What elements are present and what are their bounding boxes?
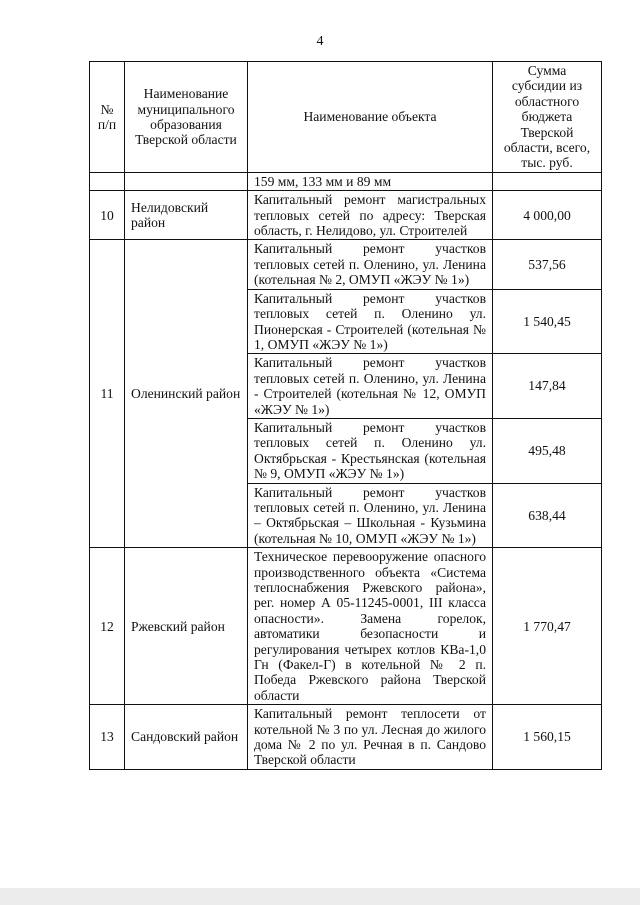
cell-sum: 1 770,47	[493, 548, 602, 705]
cell-num-empty	[90, 172, 125, 190]
table-header-row	[90, 62, 602, 173]
cell-object: Капитальный ремонт участков тепловых сетей п. Оленино, ул. Ленина – Октябрьская – Школьная - Кузьмина (котельная № 10, ОМУП «ЖЭУ № 1»)	[248, 483, 493, 548]
scan-bottom-edge	[0, 888, 640, 905]
header-num: № п/п	[90, 62, 125, 173]
cell-object: Капитальный ремонт участков тепловых сетей п. Оленино, ул. Ленина (котельная № 2, ОМУП «ЖЭУ № 1»)	[248, 240, 493, 289]
cell-sum: 638,44	[493, 483, 602, 548]
cell-object-continuation: 159 мм, 133 мм и 89 мм	[248, 172, 493, 190]
cell-object: Капитальный ремонт теплосети от котельной № 3 по ул. Лесная до жилого дома № 2 по ул. Речная в п. Сандово Тверской области	[248, 705, 493, 770]
header-object: Наименование объекта	[248, 62, 493, 173]
cell-sum: 537,56	[493, 240, 602, 289]
subsidy-table	[89, 61, 602, 770]
cell-municipality: Ржевский район	[125, 548, 248, 705]
header-sum: Сумма субсидии из областного бюджета Тверской области, всего, тыс. руб.	[493, 62, 602, 173]
cell-sum-empty	[493, 172, 602, 190]
cell-object: Капитальный ремонт магистральных тепловых сетей по адресу: Тверская область, г. Нелидово, ул. Строителей	[248, 191, 493, 240]
page-number: 4	[316, 34, 324, 49]
cell-num: 10	[90, 191, 125, 240]
header-municipality: Наименование муниципального образования Тверской области	[125, 62, 248, 173]
cell-num: 12	[90, 548, 125, 705]
cell-municipality: Нелидовский район	[125, 191, 248, 240]
table-row	[90, 548, 602, 705]
cell-object: Техническое перевооружение опасного производственного объекта «Система теплоснабжения Ржевского района», рег. номер А 05-11245-0001, III класса опасности». Замена горелок, автоматики безопасности и регулирования четырех котлов КВа-1,0 Гн (Факел-Г) в котельной № 2 п. Победа Ржевского района Тверской области	[248, 548, 493, 705]
cell-num: 11	[90, 240, 125, 548]
cell-object: Капитальный ремонт участков тепловых сетей п. Оленино ул. Октябрьская - Крестьянская (котельная № 9, ОМУП «ЖЭУ № 1»)	[248, 418, 493, 483]
table-row	[90, 705, 602, 770]
cell-sum: 4 000,00	[493, 191, 602, 240]
cell-sum: 1 560,15	[493, 705, 602, 770]
table-row-continuation	[90, 172, 602, 190]
cell-municipality-empty	[125, 172, 248, 190]
table-row	[90, 240, 602, 289]
cell-object: Капитальный ремонт участков тепловых сетей п. Оленино ул. Пионерская - Строителей (котельная № 1, ОМУП «ЖЭУ № 1»)	[248, 289, 493, 354]
cell-sum: 147,84	[493, 354, 602, 419]
cell-sum: 1 540,45	[493, 289, 602, 354]
cell-object: Капитальный ремонт участков тепловых сетей п. Оленино, ул. Ленина - Строителей (котельная № 12, ОМУП «ЖЭУ № 1»)	[248, 354, 493, 419]
table-row	[90, 191, 602, 240]
cell-municipality: Оленинский район	[125, 240, 248, 548]
cell-sum: 495,48	[493, 418, 602, 483]
cell-municipality: Сандовский район	[125, 705, 248, 770]
cell-num: 13	[90, 705, 125, 770]
